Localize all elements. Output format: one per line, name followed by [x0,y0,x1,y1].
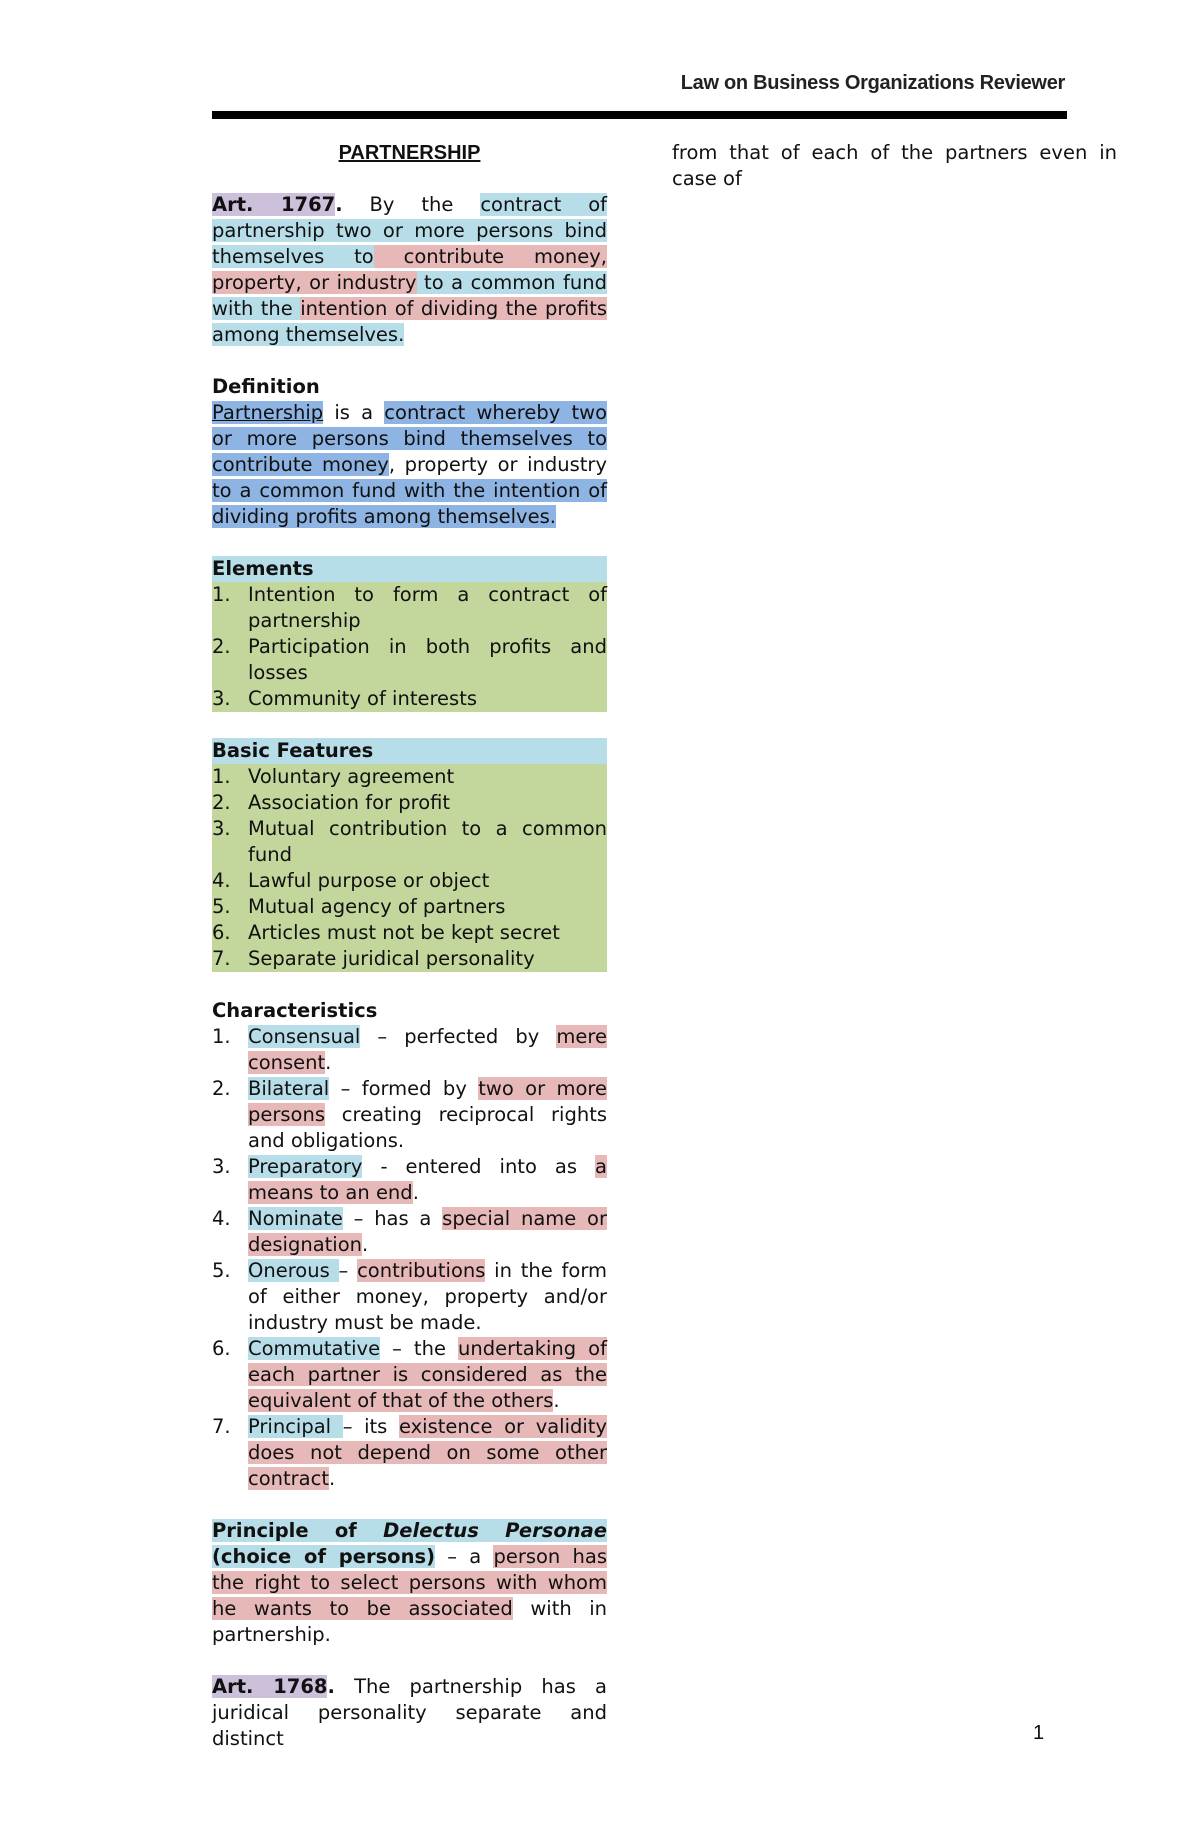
list-text: Participation in both profits and losses [248,635,607,684]
characteristic-term: Onerous [248,1259,339,1282]
article-label: Art. 1768 [212,1675,328,1698]
list-text: Lawful purpose or object [248,869,490,892]
list-text: Articles must not be kept secret [248,921,560,944]
list-item [212,946,607,972]
header-rule [212,111,1067,119]
article-text: The partnership has a juridical personality separate and distinct [212,1675,607,1750]
characteristics-heading: Characteristics [212,999,378,1022]
list-item [212,1258,607,1336]
document-header-title: Law on Business Organizations Reviewer [680,72,1065,94]
list-number: 7. [212,947,231,970]
characteristic-text: – perfected by [360,1025,557,1048]
elements-section [212,556,607,712]
list-number: 5. [212,895,231,918]
characteristic-text: – has a [342,1207,443,1230]
list-number: 1. [212,583,231,606]
continued-text: from that of each of the partners even in case of [672,141,1117,190]
list-item [212,1336,607,1414]
list-item [212,764,607,790]
features-list [212,764,607,972]
characteristic-text: . [553,1389,560,1412]
list-item [212,634,607,686]
article-highlight: contribute money, property, or industry [212,245,607,294]
principle-heading: Principle of [212,1519,384,1542]
characteristic-text: - entered into as [362,1155,596,1178]
article-dot: . [327,1675,335,1698]
definition-part: , property or industry [388,453,607,476]
characteristic-term: Bilateral [248,1077,330,1100]
definition-heading: Definition [212,375,320,398]
list-text: Separate juridical personality [248,947,535,970]
principle-heading-italic: Delectus Personae [383,1519,607,1542]
list-item [212,1414,607,1492]
characteristic-text: – [338,1259,358,1282]
characteristic-term: Preparatory [248,1155,363,1178]
characteristic-term: Consensual [248,1025,361,1048]
list-item [212,686,607,712]
characteristic-highlight: contributions [357,1259,486,1282]
definition-section [212,374,607,530]
article-highlight: to a common fund with the [212,271,607,320]
principle-highlight: person has the right to select persons with whom he wants to be associated [212,1545,607,1620]
list-item [212,920,607,946]
characteristic-text: in the form of either money, property and/or industry must be made. [248,1259,607,1334]
list-text: Mutual agency of partners [248,895,506,918]
list-number: 3. [212,1155,231,1178]
list-number: 5. [212,1259,231,1282]
page-number: 1 [1033,1722,1045,1744]
characteristic-highlight: special name or designation [248,1207,607,1256]
characteristic-text: – the [380,1337,458,1360]
characteristic-term: Nominate [248,1207,343,1230]
list-item [212,582,607,634]
characteristic-text: . [325,1051,332,1074]
characteristic-text: – its [342,1415,399,1438]
list-number: 2. [212,791,231,814]
principle-heading: (choice of persons) [212,1545,435,1568]
list-number: 2. [212,1077,231,1100]
list-number: 2. [212,635,231,658]
list-number: 1. [212,1025,231,1048]
list-number: 6. [212,921,231,944]
principle-text: with in partnership. [212,1597,607,1646]
list-item [212,894,607,920]
characteristic-text: – formed by [329,1077,479,1100]
list-number: 6. [212,1337,231,1360]
features-heading: Basic Features [212,738,607,764]
list-item [212,1024,607,1076]
list-number: 4. [212,1207,231,1230]
list-item [212,816,607,868]
characteristic-highlight: a means to an end [248,1155,607,1204]
characteristic-term: Principal [248,1415,343,1438]
list-item [212,868,607,894]
characteristic-highlight: mere consent [248,1025,607,1074]
definition-part: is a [323,401,385,424]
article-1768 [212,1674,607,1752]
article-highlight: intention of dividing the profits [300,297,607,320]
characteristic-text: . [362,1233,369,1256]
article-1767 [212,192,607,348]
list-number: 4. [212,869,231,892]
definition-part: to a common fund with the intention of dividing profits among themselves. [212,479,607,528]
article-dot: . [335,193,343,216]
list-text: Mutual contribution to a common fund [248,817,607,866]
elements-heading: Elements [212,556,607,582]
delectus-personae-principle [212,1518,607,1648]
definition-text [212,400,607,530]
characteristic-highlight: undertaking of each partner is considered as the equivalent of that of the others [248,1337,607,1412]
definition-part: contract whereby two or more persons bind themselves to contribute money [212,401,607,476]
characteristics-section [212,998,607,1492]
characteristic-highlight: existence or validity does not depend on some other contract [248,1415,607,1490]
features-section [212,738,607,972]
list-item [212,1076,607,1154]
list-number: 3. [212,687,231,710]
characteristic-text: creating reciprocal rights and obligations. [248,1103,607,1152]
list-item [212,1154,607,1206]
principle-text: – a [434,1545,494,1568]
right-column [672,140,1117,192]
list-text: Intention to form a contract of partnership [248,583,607,632]
section-title: PARTNERSHIP [338,142,481,164]
characteristic-text: . [412,1181,419,1204]
characteristic-text: . [329,1467,336,1490]
list-item [212,1206,607,1258]
article-text: By the [342,193,481,216]
characteristic-term: Commutative [248,1337,381,1360]
list-number: 1. [212,765,231,788]
list-number: 7. [212,1415,231,1438]
article-highlight: contract of partnership two or more persons bind themselves to [212,193,608,268]
list-text: Voluntary agreement [248,765,455,788]
characteristic-highlight: two or more persons [248,1077,607,1126]
article-highlight: among themselves. [212,323,405,346]
list-text: Community of interests [248,687,478,710]
definition-term: Partnership [212,401,324,424]
article-label: Art. 1767 [212,193,336,216]
left-column [212,140,607,1752]
list-number: 3. [212,817,231,840]
elements-list [212,582,607,712]
list-text: Association for profit [248,791,451,814]
characteristics-list [212,1024,607,1492]
list-item [212,790,607,816]
